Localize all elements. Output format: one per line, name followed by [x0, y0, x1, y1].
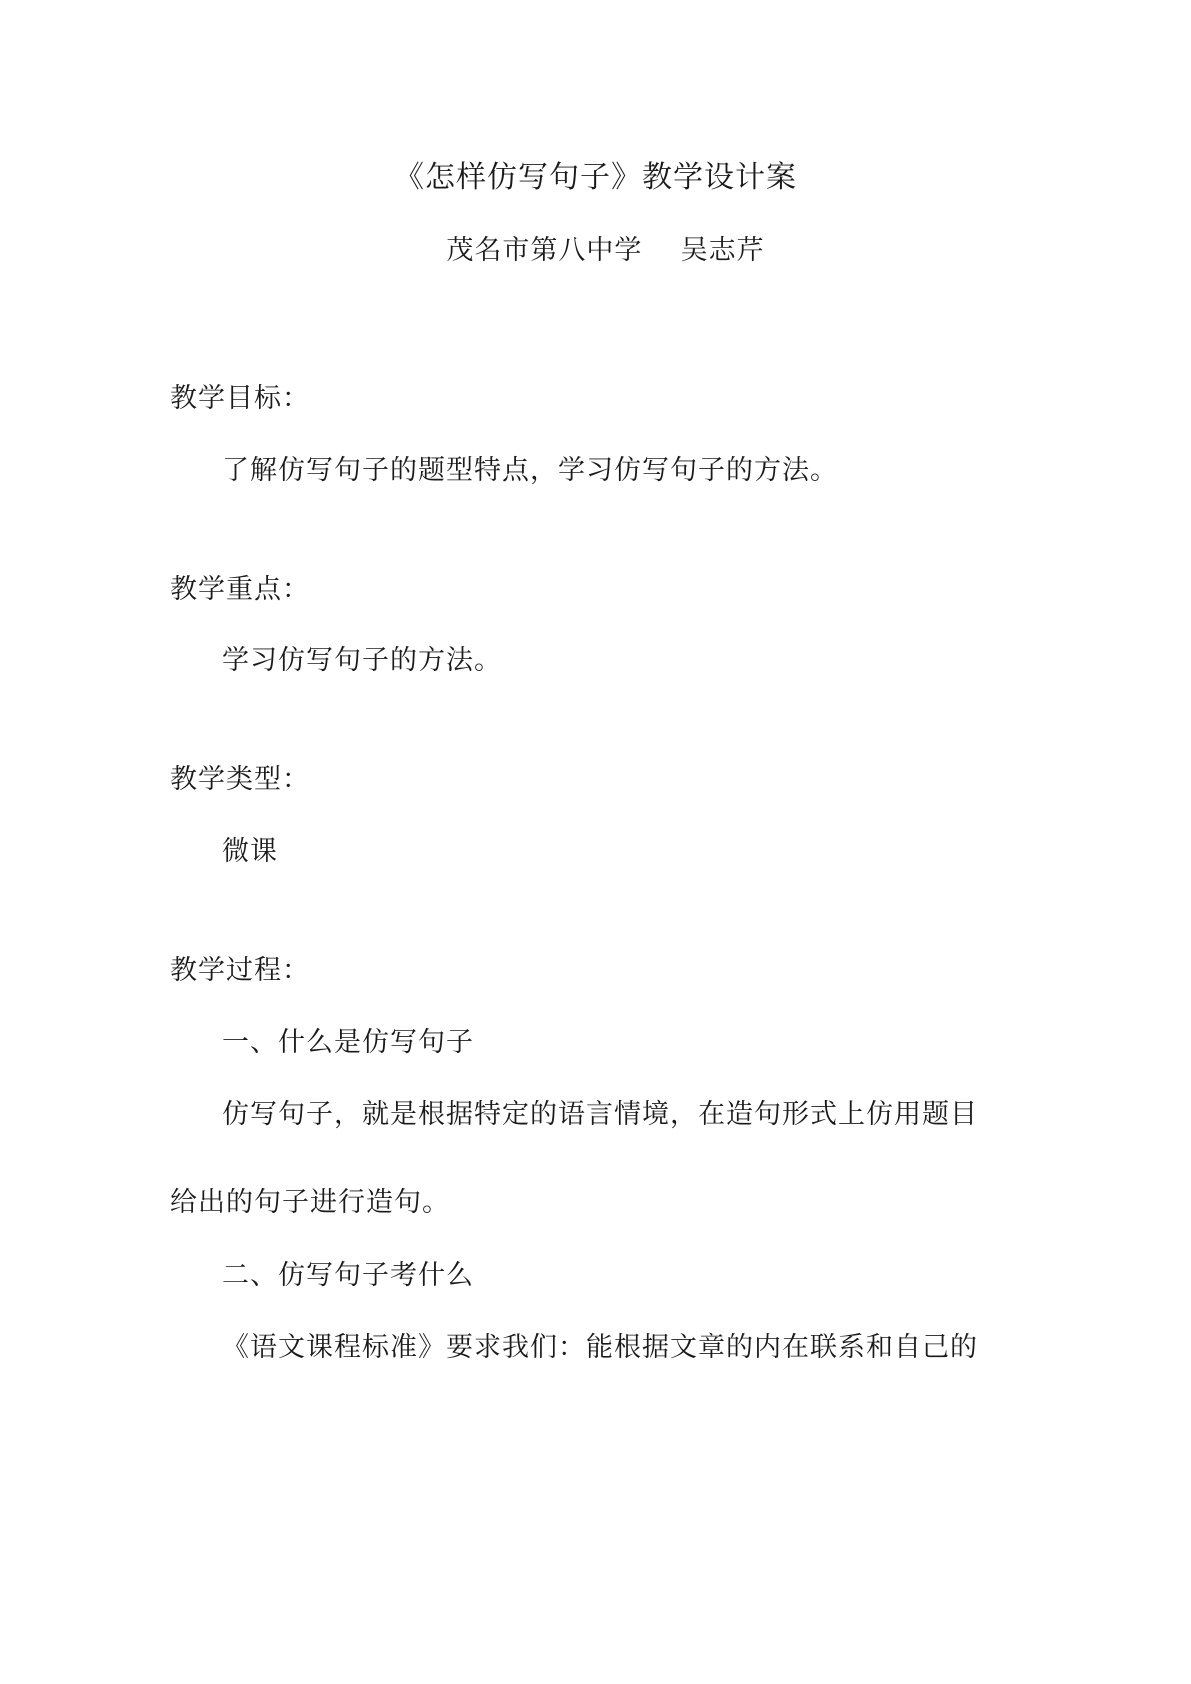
keypoint-heading: 教学重点： [170, 574, 310, 605]
objective-heading: 教学目标： [170, 383, 310, 414]
process-paragraph-1-line-1: 仿写句子，就是根据特定的语言情境，在造句形式上仿用题目 [222, 1099, 978, 1130]
objective-text: 了解仿写句子的题型特点，学习仿写句子的方法。 [222, 455, 838, 486]
process-heading: 教学过程： [170, 955, 310, 986]
process-subheading-2: 二、仿写句子考什么 [222, 1260, 474, 1291]
type-text: 微课 [222, 836, 278, 867]
document-title: 《怎样仿写句子》教学设计案 [394, 160, 797, 195]
process-paragraph-1-line-2: 给出的句子进行造句。 [170, 1187, 450, 1218]
type-heading: 教学类型： [170, 764, 310, 795]
process-paragraph-2-line-1: 《语文课程标准》要求我们：能根据文章的内在联系和自己的 [222, 1332, 978, 1363]
process-subheading-1: 一、什么是仿写句子 [222, 1027, 474, 1058]
keypoint-text: 学习仿写句子的方法。 [222, 645, 502, 676]
document-author: 茂名市第八中学 吴志芹 [446, 235, 765, 266]
